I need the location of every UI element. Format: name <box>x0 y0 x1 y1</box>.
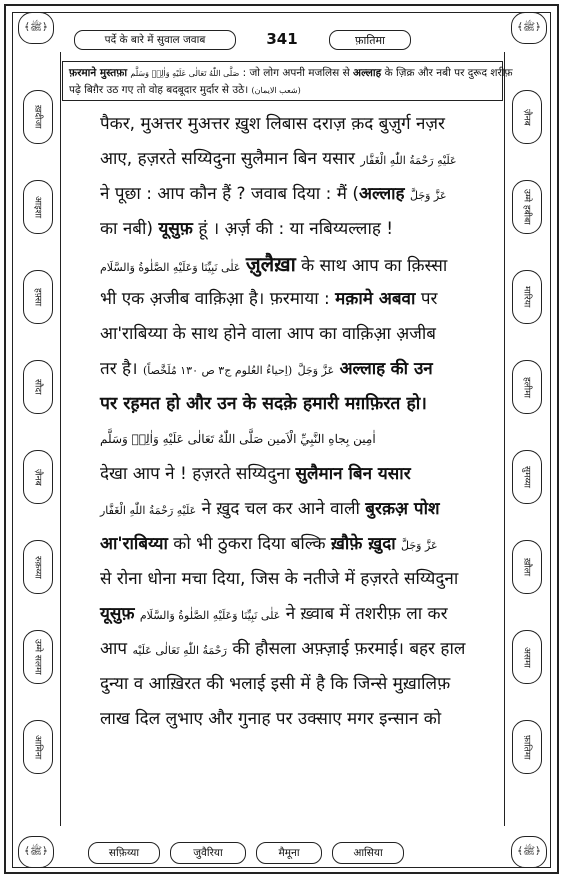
footer-tab-2: जुवैरिया <box>170 842 246 864</box>
side-medallion: आइशा <box>23 180 53 234</box>
footer-tab-3: मैमूना <box>256 842 322 864</box>
text-line-11-a: ने ख़ुद चल कर आने वाली <box>201 499 360 519</box>
right-border-band <box>504 52 551 826</box>
notice-salutation: صَلَّى اللّٰهُ تَعَالٰى عَلَيْهِ وَاٰلِهٖ وَسَلَّم <box>130 69 240 78</box>
notice-source: (شعب الایمان) <box>251 86 301 95</box>
text-line-10 <box>100 457 480 492</box>
notice-label: फ़रमाने मुस्तफ़ा <box>69 67 128 79</box>
text-line-14 <box>100 597 480 632</box>
side-medallion: ख़ौला <box>512 540 542 594</box>
text-line-10-a: देखा आप ने ! हज़रते सय्यिदुना <box>100 464 291 484</box>
text-line-15-arabic: رَحْمَةُ اللّٰهِ تَعَالٰى عَلَيْه <box>132 644 227 657</box>
text-line-14-arabic: عَلٰى نَبِيِّنَا وَعَلَيْهِ الصَّلٰوةُ وَالسَّلَام <box>139 609 281 622</box>
footer-tab-4: आसिया <box>332 842 404 864</box>
text-line-4-a: का नबी) <box>100 219 154 239</box>
text-line-4-c: हूं । अ़र्ज़ की : या नबिय्यल्लाह ! <box>198 219 394 239</box>
notice-text-2: के ज़िक्र और नबी पर दुरूद शरीफ़ <box>384 67 513 79</box>
text-line-2-arabic: عَلَيْهِ رَحْمَةُ اللّٰهِ الْغَفَّار <box>360 154 457 167</box>
text-line-5-c: के साथ आप का क़िस्सा <box>301 256 448 276</box>
text-line-8-a: तर है। <box>100 359 138 379</box>
text-line-8 <box>100 352 480 387</box>
corner-badge-bottom-left: ﴾ﷺ﴿ <box>18 836 54 868</box>
text-line-5-zulaikha: ज़ुलैख़ा <box>245 252 296 276</box>
text-line-14-yusuf: यूसुफ़ <box>100 604 135 624</box>
text-line-14-b: ने ख़्वाब में तशरीफ़ ला कर <box>285 604 448 624</box>
page-number: 341 <box>266 30 298 48</box>
text-line-6-c: पर <box>420 289 438 309</box>
text-line-11 <box>100 492 480 527</box>
side-medallion: फ़ातिमा <box>512 720 542 774</box>
side-medallion: ज़ैनब <box>23 450 53 504</box>
text-line-16: दुन्या व आख़िरत की भलाई इसी में है कि जिन्से मुख़ालिफ़ <box>100 674 451 694</box>
text-line-12 <box>100 527 480 562</box>
notice-line-2: पढ़े बिग़ैर उठ गए तो वोह बदबूदार मुर्दार से उठे। <box>69 84 249 96</box>
text-line-7: आ'राबिय्या के साथ होने वाला आप का वाक़िआ़ अ़जीब <box>100 324 436 344</box>
side-medallion: हफ़्सा <box>23 270 53 324</box>
side-medallion: आमिना <box>23 720 53 774</box>
text-line-9: पर रह़मत हो और उन के सदक़े हमारी मग़फ़िरत हो। <box>100 394 427 414</box>
footer-tab-1: सफ़िय्या <box>88 842 160 864</box>
text-line-2 <box>100 142 480 177</box>
corner-badge-right: ﴾ﷺ﴿ <box>511 12 547 44</box>
page-header <box>16 8 549 48</box>
text-line-5 <box>100 247 480 282</box>
corner-badge-left: ﴾ﷺ﴿ <box>18 12 54 44</box>
left-border-band <box>14 52 61 826</box>
text-line-8-allah: अल्लाह <box>339 359 386 379</box>
text-line-6-a: भी एक अ़जीब वाक़िआ़ है। फ़रमाया : <box>100 289 330 309</box>
notice-text-1: : जो लोग अपनी मजलिस से <box>242 67 350 79</box>
side-medallion: उम्मे सलमा <box>23 630 53 684</box>
text-line-3-hindi: ने पूछा : आप कौन हैं ? जवाब दिया : मैं ( <box>100 184 359 204</box>
main-text <box>100 107 480 737</box>
text-line-17: लाख दिल लुभाए और गुनाह पर उक्साए मगर इन्सान को <box>100 709 442 729</box>
chapter-name: फ़ातिमा <box>329 30 411 50</box>
side-medallion: ख़दीजा <box>23 90 53 144</box>
text-line-2-hindi: आए, हज़रते सय्यिदुना सुलैमान बिन यसार <box>100 149 355 169</box>
notice-allah: अल्लाह <box>353 67 382 79</box>
hadith-notice <box>62 61 513 101</box>
text-line-12-b: को भी ठुकरा दिया बल्कि <box>173 534 326 554</box>
text-line-11-burqa: बुरक़अ़ पोश <box>365 499 440 519</box>
side-medallion: रुक़य्या <box>23 540 53 594</box>
ameen-line: اٰمِين بِجاهِ النَّبِيِّ الْاَمين صَلَّى اللّٰهُ تَعَالٰى عَلَيْهِ وَاٰلِهٖ وَسَلَّم <box>100 432 376 446</box>
text-line-3-allah: अल्लाह <box>358 184 405 204</box>
side-medallion: सुमय्या <box>512 450 542 504</box>
text-line-8-c: की उन <box>390 359 433 379</box>
text-line-6 <box>100 282 480 317</box>
side-medallion: असमा <box>512 630 542 684</box>
text-line-1: पैकर, मुअत्तर मुअत्तर ख़ुश लिबास दराज़ क़द बुज़ुर्ग नज़र <box>100 114 445 134</box>
text-line-3 <box>100 177 480 212</box>
text-line-12-arabic: عَزَّ وَجَلَّ <box>401 539 438 552</box>
side-medallion: मारिया <box>512 270 542 324</box>
text-line-5-arabic: عَلٰى نَبِيِّنَا وَعَلَيْهِ الصَّلٰوةُ وَالسَّلَام <box>100 261 241 274</box>
text-line-10-name: सुलैमान बिन यसार <box>295 464 411 484</box>
side-medallion: उम्मे हबीबा <box>512 180 542 234</box>
side-medallion: हलीमा <box>512 360 542 414</box>
text-line-15-a: आप <box>100 639 128 659</box>
side-medallion: ज़ैनब <box>512 90 542 144</box>
text-line-8-arabic: عَزَّ وَجَلَّ <box>297 364 335 377</box>
text-line-15 <box>100 632 480 667</box>
text-line-3-arabic: عَزَّ وَجَلَّ <box>409 189 447 202</box>
text-line-12-arabiya: आ'राबिय्या <box>100 534 168 554</box>
corner-badge-bottom-right: ﴾ﷺ﴿ <box>511 836 547 868</box>
text-line-4-yusuf: यूसुफ़ <box>158 219 193 239</box>
text-line-11-arabic: عَلَيْهِ رَحْمَةُ اللّٰهِ الْغَفَّار <box>100 504 197 517</box>
text-line-8-citation: (اِحیاءُ العُلوم ج٣ ص ١٣٠ مُلَخَّصاً) <box>142 364 293 377</box>
text-line-12-khauf: ख़ौफ़े ख़ुदा <box>330 534 396 554</box>
text-line-6-abwa: मक़ामे अबवा <box>335 289 416 309</box>
text-line-4 <box>100 212 480 247</box>
side-medallion: सौदा <box>23 360 53 414</box>
text-line-13: से रोना धोना मचा दिया, जिस के नतीजे में हज़रते सय्यिदुना <box>100 569 459 589</box>
running-title: पर्दे के बारे में सुवाल जवाब <box>74 30 236 50</box>
text-line-15-b: की हौसला अफ़्ज़ाई फ़रमाई। बहर हाल <box>232 639 466 659</box>
